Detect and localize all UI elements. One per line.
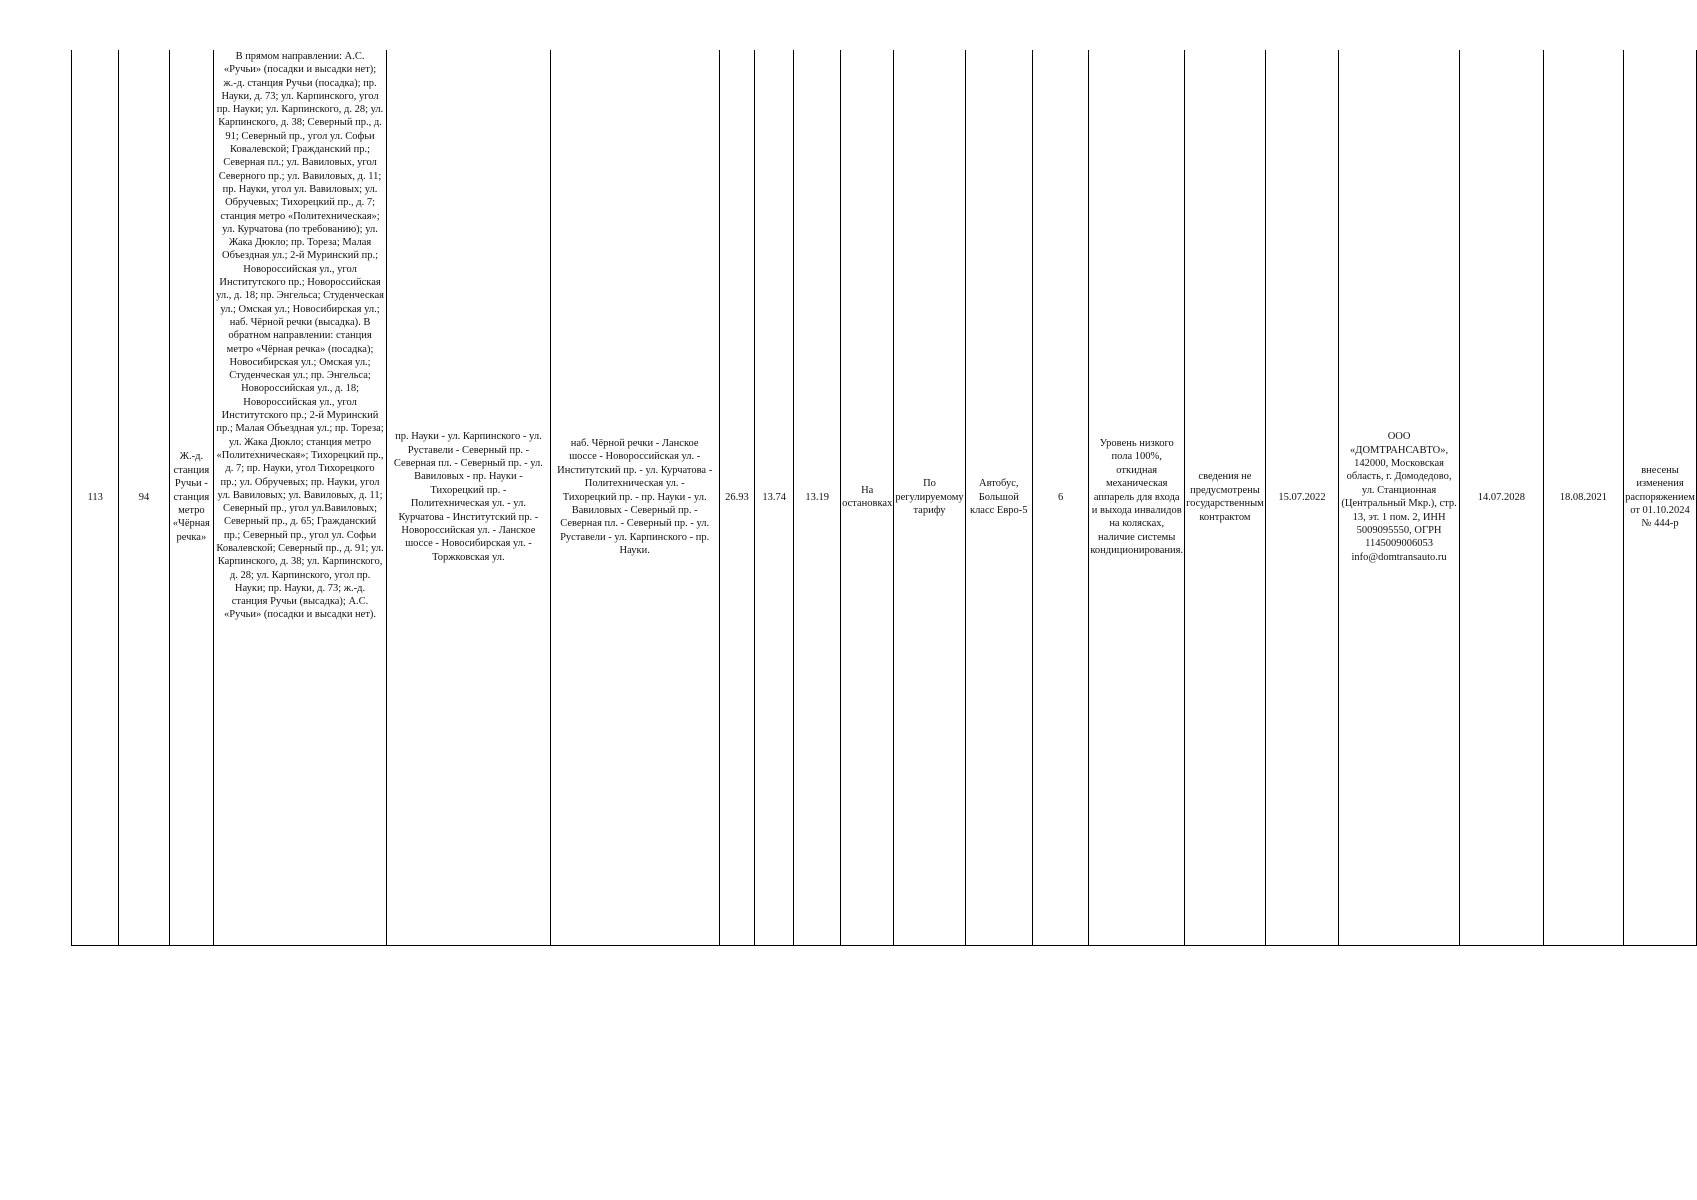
route-registry-table [71, 50, 1697, 946]
vehicle-characteristics-cell: Уровень низкого пола 100%, откидная механическая аппарель для входа и выхода инвалидов на колясках, наличие системы кондиционирования. [1089, 50, 1185, 945]
contract-end-date-cell: 14.07.2028 [1460, 50, 1544, 945]
streets-forward-cell: пр. Науки - ул. Карпинского - ул. Руставели - Северный пр. - Северная пл. - Северный пр. - ул. Вавиловых - пр. Науки - Тихорецкий пр. - Политехническая ул. - ул. Курчатова - Институтский пр. - Новороссийская ул. - Ланское шоссе - Новосибирская ул. - Торжковская ул. [387, 50, 551, 945]
start-date-cell: 15.07.2022 [1265, 50, 1338, 945]
length-forward-cell: 26.93 [719, 50, 755, 945]
change-date-cell: 18.08.2021 [1543, 50, 1623, 945]
route-number-cell: 94 [119, 50, 169, 945]
vehicle-count-cell: 6 [1032, 50, 1088, 945]
tariff-cell: По регулируемому тарифу [894, 50, 965, 945]
table-row [72, 50, 1697, 945]
registration-number-cell: 113 [72, 50, 119, 945]
vehicle-type-cell: Автобус, Большой класс Евро-5 [965, 50, 1032, 945]
boarding-order-cell: На остановках [841, 50, 894, 945]
length-total-cell: 13.19 [794, 50, 841, 945]
streets-backward-cell: наб. Чёрной речки - Ланское шоссе - Новороссийская ул. - Институтский пр. - ул. Курчатова - Политехническая ул. - Тихорецкий пр. - пр. Науки - ул. Вавиловых - Северный пр. - Северная пл. - Северный пр. - ул. Руставели - ул. Карпинского - пр. Науки. [550, 50, 719, 945]
stops-list-cell: В прямом направлении: А.С. «Ручьи» (посадки и высадки нет); ж.-д. станция Ручьи (посадка); пр. Науки, д. 73; ул. Карпинского, угол пр. Науки; ул. Карпинского, д. 28; ул. Карпинского, д. 38; Северный пр., д. 91; Северный пр., угол ул. Софьи Ковалевской; Гражданский пр.; Северная пл.; ул. Вавиловых, угол Северного пр.; ул. Вавиловых, д. 11; пр. Науки, угол ул. Вавиловых; ул. Обручевых; Тихорецкий пр., д. 7; станция метро «Политехническая»; ул. Курчатова (по требованию); ул. Жака Дюкло; пр. Тореза; Малая Объездная ул.; 2-й Муринский пр.; Новороссийская ул., угол Институтского пр.; Новороссийская ул., д. 18; пр. Энгельса; Студенческая ул.; Омская ул.; Новосибирская ул.; наб. Чёрной речки (высадка). В обратном направлении: станция метро «Чёрная речка» (посадка); Новосибирская ул.; Омская ул.; Студенческая ул.; пр. Энгельса; Новороссийская ул., д. 18; Новороссийская ул., угол Институтского пр.; 2-й Муринский пр.; Малая Объездная ул.; пр. Тореза; ул. Жака Дюкло; станция метро «Политехническая»; Тихорецкий пр., д. 7; пр. Науки, угол Тихорецкого пр.; ул. Обручевых; пр. Науки, угол ул. Вавиловых; ул. Вавиловых, д. 11; Северный пр., угол ул.Вавиловых; Северный пр., д. 65; Гражданский пр.; Северный пр., угол ул. Софьи Ковалевской; Северный пр., д. 91; ул. Карпинского, д. 38; ул. Карпинского, д. 28; ул. Карпинского, угол пр. Науки; пр. Науки, д. 73; ж.-д. станция Ручьи (высадка); А.С. «Ручьи» (посадки и высадки нет). [214, 50, 387, 945]
route-name-cell: Ж.-д. станция Ручьи - станция метро «Чёрная речка» [169, 50, 213, 945]
length-backward-cell: 13.74 [755, 50, 794, 945]
carrier-cell: ООО «ДОМТРАНСАВТО», 142000, Московская область, г. Домодедово, ул. Станционная (Центральный Мкр.), стр. 13, эт. 1 пом. 2, ИНН 5009095550, ОГРН 1145009006053 info@domtransauto.ru [1339, 50, 1460, 945]
contract-info-cell: сведения не предусмотрены государственным контрактом [1185, 50, 1266, 945]
notes-cell: внесены изменения распоряжением от 01.10.2024 № 444-р [1624, 50, 1697, 945]
